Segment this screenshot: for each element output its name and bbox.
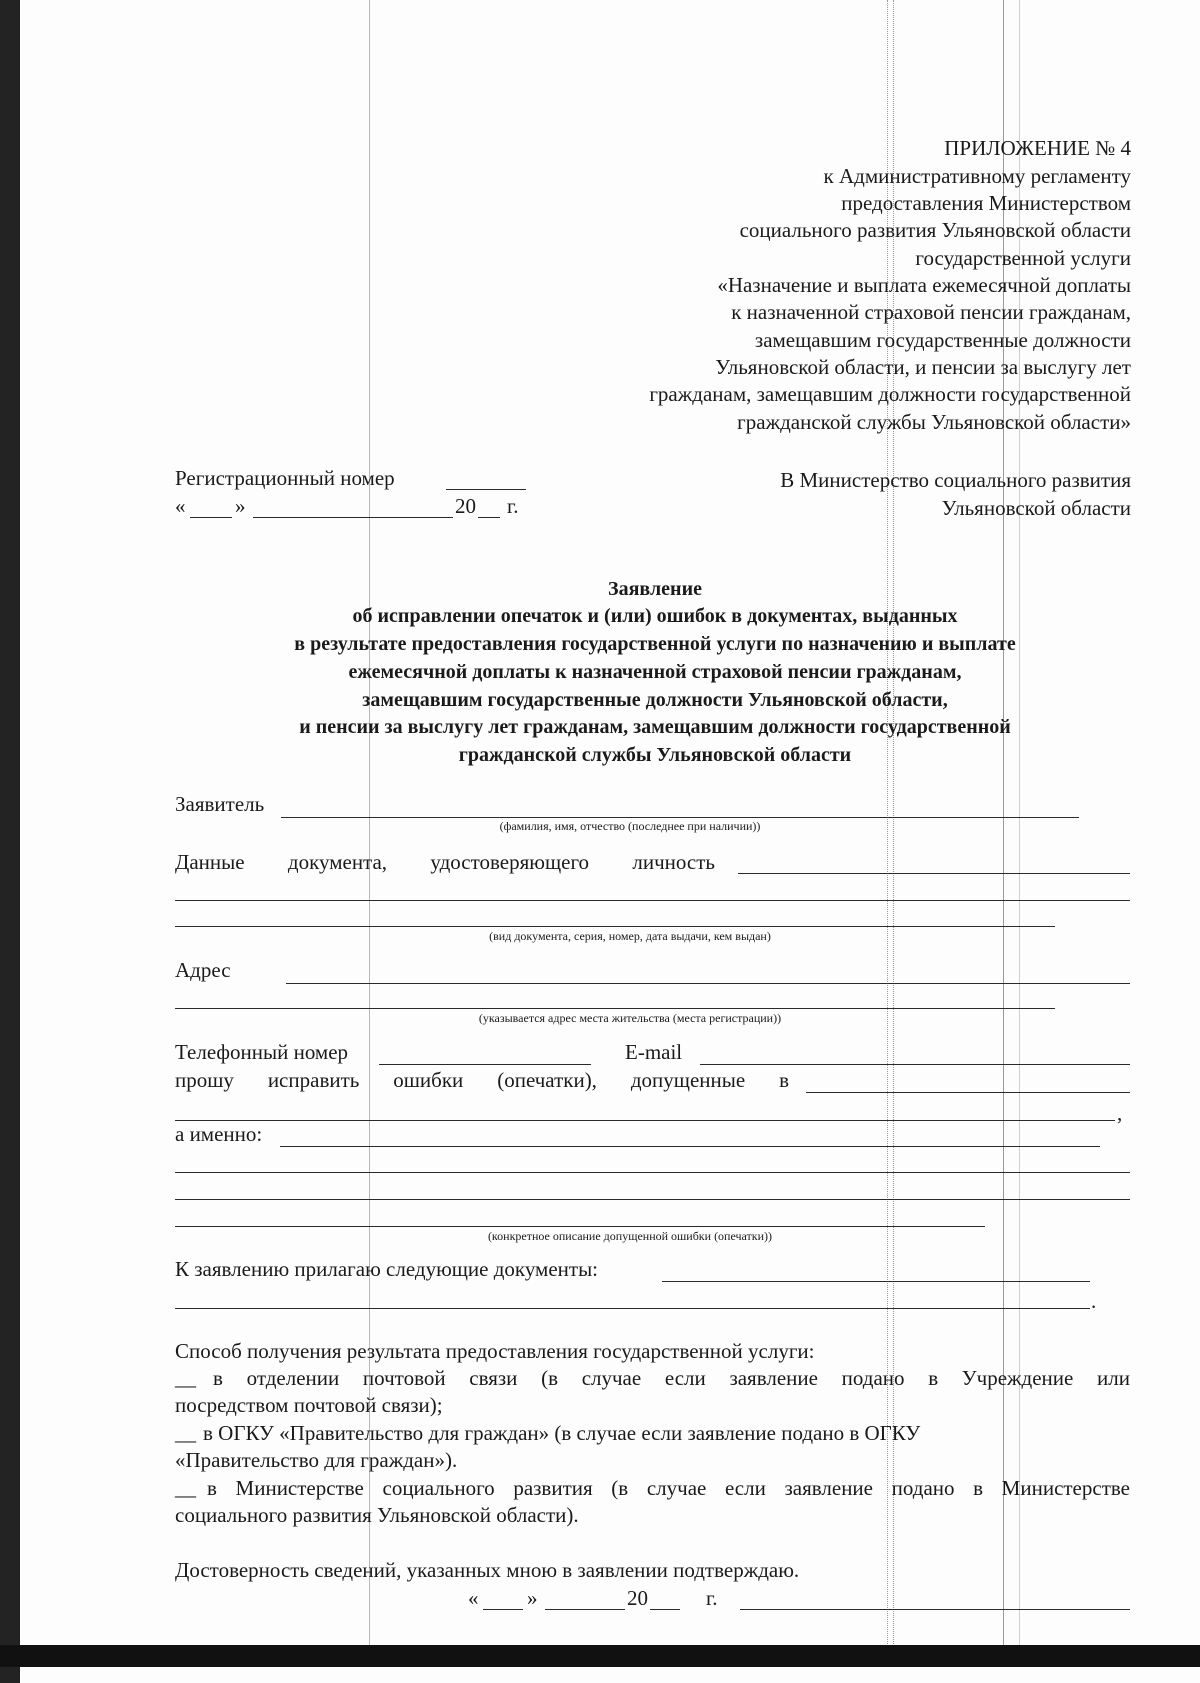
applicant-label: Заявитель [175,792,265,816]
confirmation-date-open: « [468,1586,479,1610]
error-description-field[interactable] [280,1146,1100,1147]
address-caption: (указывается адрес места жительства (места регистрации)) [478,1011,782,1025]
appendix-title: ПРИЛОЖЕНИЕ № 4 [944,136,1131,160]
option-checkbox-blank[interactable]: __ [175,1421,196,1445]
email-label: E-mail [625,1040,683,1064]
address-field[interactable] [286,983,1130,984]
phone-field[interactable] [379,1064,591,1065]
option-post-office: в отделении почтовой связи (в случае если заявление подано в Учреждение или [213,1366,1130,1390]
appendix-line: государственной услуги [915,246,1131,270]
registration-year-field[interactable] [478,517,500,518]
document-heading: Заявление [608,578,702,600]
namely-label: а именно: [175,1122,263,1146]
appendix-line: социального развития Ульяновской области [739,218,1131,242]
confirmation-text: Достоверность сведений, указанных мною в заявлении подтверждаю. [175,1558,800,1582]
confirmation-year-suffix: г. [706,1586,718,1610]
email-field[interactable] [700,1064,1130,1065]
scan-artifact-line [887,0,888,1660]
confirmation-year-prefix: 20 [627,1586,648,1610]
id-document-field[interactable] [175,926,1055,927]
registration-date-open: « [175,494,186,518]
appendix-line: к Административному регламенту [823,164,1131,188]
appendix-line: гражданам, замещавшим должности государственной [649,382,1131,406]
registration-date-close: » [235,494,246,518]
id-document-label: Данные документа, удостоверяющего личность [175,850,715,874]
id-document-field[interactable] [175,900,1130,901]
error-caption: (конкретное описание допущенной ошибки (опечатки)) [487,1229,773,1243]
applicant-caption: (фамилия, имя, отчество (последнее при наличии)) [499,819,761,833]
confirmation-date-close: » [527,1586,538,1610]
document-subtitle-line: об исправлении опечаток и (или) ошибок в документах, выданных [352,605,958,627]
option-ministry: в Министерстве социального развития (в случае если заявление подано в Министерстве [207,1476,1130,1500]
phone-label: Телефонный номер [175,1040,349,1064]
error-description-field[interactable] [175,1199,1130,1200]
appendix-line: «Назначение и выплата ежемесячной доплаты [717,273,1131,297]
option-checkbox-blank[interactable]: __ [175,1366,196,1390]
option-ogku-cont: «Правительство для граждан»). [175,1448,458,1472]
id-document-field[interactable] [738,873,1130,874]
document-subtitle-line: и пенсии за выслугу лет гражданам, замещавшим должности государственной [299,716,1011,738]
appendix-line: Ульяновской области, и пенсии за выслугу лет [715,355,1131,379]
appendix-line: гражданской службы Ульяновской области» [737,410,1131,434]
registration-year-suffix: г. [507,494,519,518]
registration-number-label: Регистрационный номер [175,466,395,490]
document-subtitle-line: в результате предоставления государственной услуги по назначению и выплате [294,633,1016,655]
confirmation-day-field[interactable] [483,1609,523,1610]
attachments-field[interactable] [175,1308,1090,1309]
confirmation-year-field[interactable] [650,1609,680,1610]
option-ogku: в ОГКУ «Правительство для граждан» (в случае если заявление подано в ОГКУ [203,1421,921,1445]
address-label: Адрес [175,958,231,982]
registration-number-field[interactable] [446,489,526,490]
signature-field[interactable] [740,1609,1130,1610]
document-subtitle-line: замещавшим государственные должности Ульяновской области, [362,689,948,711]
registration-year-prefix: 20 [455,494,476,518]
option-post-office-cont: посредством почтовой связи); [175,1393,443,1417]
address-field[interactable] [175,1008,1055,1009]
confirmation-month-field[interactable] [545,1609,625,1610]
document-subtitle-line: гражданской службы Ульяновской области [458,744,852,766]
id-document-caption: (вид документа, серия, номер, дата выдачи, кем выдан) [489,929,771,943]
left-edge-shadow [0,0,20,1683]
scan-artifact-line [893,0,894,1660]
registration-month-field[interactable] [253,517,453,518]
registration-day-field[interactable] [190,517,232,518]
appendix-line: к назначенной страховой пенсии гражданам, [731,300,1131,324]
result-method-heading: Способ получения результата предоставления государственной услуги: [175,1339,815,1363]
attachments-field[interactable] [662,1281,1090,1282]
document-subtitle-line: ежемесячной доплаты к назначенной страховой пенсии гражданам, [348,661,962,683]
attachments-label: К заявлению прилагаю следующие документы: [175,1257,599,1281]
request-field[interactable] [806,1092,1130,1093]
attachments-period: . [1091,1289,1097,1313]
appendix-line: замещавшим государственные должности [754,328,1131,352]
request-comma: , [1117,1101,1123,1125]
request-text: прошу исправить ошибки (опечатки), допущенные в [175,1068,789,1092]
option-checkbox-blank[interactable]: __ [175,1476,196,1500]
error-description-field[interactable] [175,1172,1130,1173]
applicant-field[interactable] [281,817,1079,818]
option-ministry-cont: социального развития Ульяновской области). [175,1503,579,1527]
addressee-line: В Министерство социального развития [780,468,1131,492]
request-field[interactable] [175,1120,1115,1121]
error-description-field[interactable] [175,1226,985,1227]
appendix-line: предоставления Министерством [841,191,1131,215]
bottom-edge-shadow [0,1645,1200,1667]
addressee-line: Ульяновской области [941,496,1131,520]
